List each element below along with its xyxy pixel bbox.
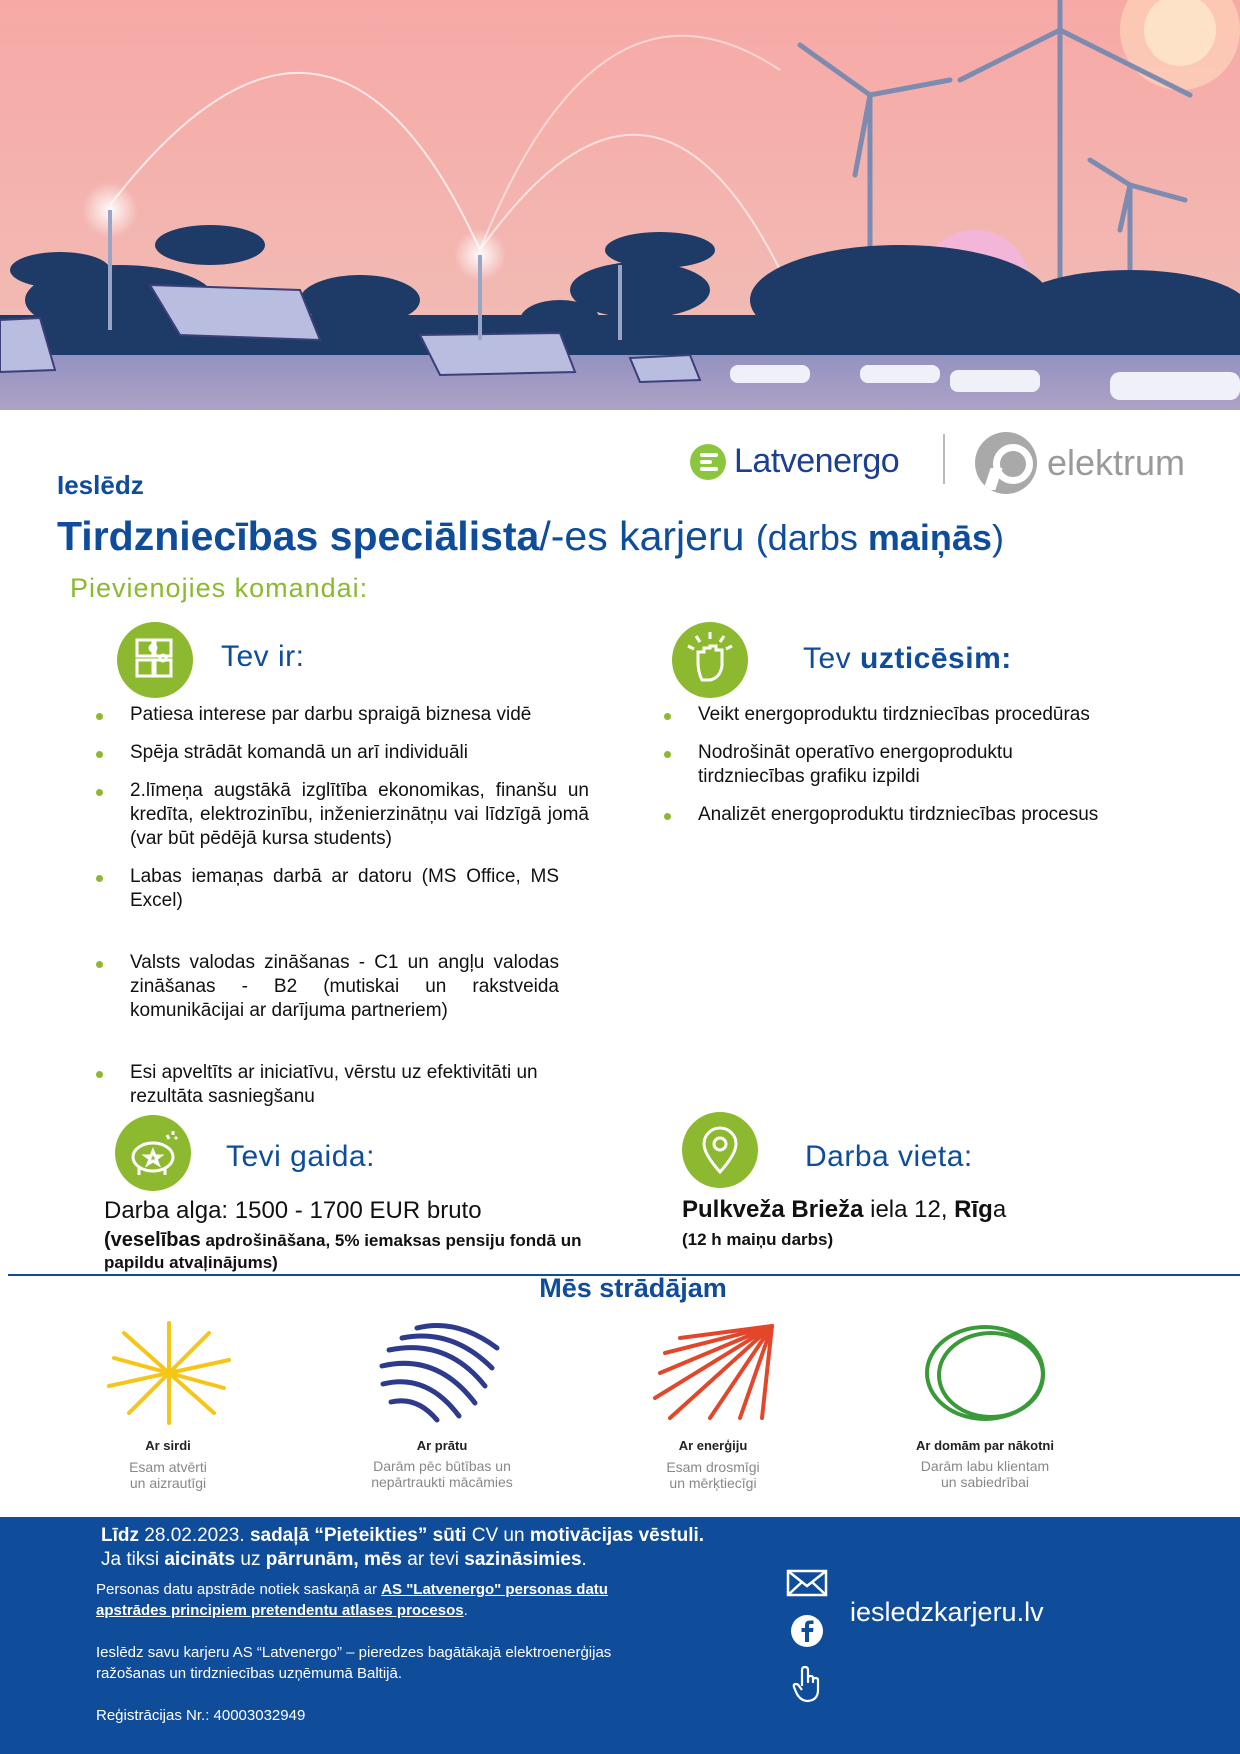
gdpr-notice: Personas datu apstrāde notiek saskaņā ar AS "Latvenergo" personas datu apstrādes principiem pretendentu atlases procesos. [96,1581,608,1619]
sun-burst-graphic [104,1318,234,1428]
value-sub: Esam atvērti un aizrautīgi [129,1459,207,1491]
elektrum-logo [975,432,1185,494]
value-sub: Darām pēc būtības un nepārtraukti mācāmies [371,1458,513,1490]
salary-text: Darba alga: 1500 - 1700 EUR bruto [104,1197,482,1224]
gdpr-link[interactable]: AS "Latvenergo" personas datu apstrādes principiem pretendentu atlases procesos [96,1581,608,1619]
brand-logos [690,428,1210,498]
value-head: Ar enerģiju [678,1438,748,1453]
value-head: Ar sirdi [145,1438,191,1453]
responsibilities-list [662,703,1162,827]
waves-graphic [377,1318,507,1428]
website-link[interactable]: iesledzkarjeru.lv [850,1597,1044,1627]
contact-icons [786,1568,830,1720]
work-address: Pulkveža Brieža iela 12, Rīga [682,1196,1007,1223]
raised-fist-icon [672,622,748,698]
list-item: Patiesa interese par darbu spraigā biznesa vidē [94,703,589,727]
piggy-bank-icon [115,1115,191,1191]
facebook-icon[interactable] [790,1614,824,1648]
rings-graphic [923,1318,1053,1428]
list-item: Valsts valodas zināšanas - C1 un angļu valodas zināšanas - B2 (mutiskai un rakstveida komunikācijai ar darījuma partneriem) [94,951,559,1023]
list-item: Nodrošināt operatīvo energoproduktu tirdzniecības grafiku izpildi [662,741,1052,789]
deadline-text: Līdz 28.02.2023. sadaļā “Pieteikties” sūti CV un motivācijas vēstuli. [101,1525,705,1546]
page-title: Tirdzniecības speciālista/-es karjeru (darbs maiņās) [57,513,1004,559]
contact-text: Ja tiksi aicināts uz pārrunām, mēs ar tevi sazināsimies. [101,1549,587,1570]
section-title-darba-vieta: Darba vieta: [805,1140,973,1173]
puzzle-icon [117,622,193,698]
list-item: Labas iemaņas darbā ar datoru (MS Office, MS Excel) [94,865,559,913]
section-title-tev-ir: Tev ir: [221,640,305,673]
benefits-text: (veselības apdrošināšana, 5% iemaksas pensiju fondā un papildu atvaļinājums) [104,1229,582,1272]
values-title: Mēs strādājam [539,1273,727,1303]
page-subtitle: Pievienojies komandai: [70,573,369,603]
list-item: 2.līmeņa augstākā izglītība ekonomikas, finanšu un kredīta, elektrozinību, inženierzinātņu vai līdzīgā jomā (var būt pēdējā kursa students) [94,779,589,851]
hero-illustration [0,0,1240,430]
section-title-tevi-gaida: Tevi gaida: [226,1140,375,1173]
section-title-tev-uzticesim: Tev uzticēsim: [803,642,1012,675]
list-item: Veikt energoproduktu tirdzniecības procedūras [662,703,1162,727]
requirements-list [94,703,589,1109]
rays-graphic [650,1318,780,1428]
pointer-hand-icon[interactable] [790,1664,824,1704]
elektrum-wordmark: elektrum [1047,442,1186,483]
list-item: Spēja strādāt komandā un arī individuāli [94,741,589,765]
latvenergo-wordmark: Latvenergo [734,442,900,480]
value-head: Ar domām par nākotni [916,1438,1054,1453]
value-head: Ar prātu [416,1438,468,1453]
list-item: Analizēt energoproduktu tirdzniecības procesus [662,803,1162,827]
latvenergo-logo [690,442,899,481]
footer [0,1517,1240,1754]
elektrum-mark-icon [975,432,1037,494]
latvenergo-mark-icon [690,444,726,480]
shift-note: (12 h maiņu darbs) [682,1230,834,1249]
email-icon[interactable] [786,1568,828,1598]
company-about: Ieslēdz savu karjeru AS “Latvenergo” – pieredzes bagātākajā elektroenerģijas ražošanas un tirdzniecības uzņēmumā Baltijā. [96,1644,612,1682]
value-sub: Esam drosmīgi un mērķtiecīgi [666,1459,760,1491]
registration-number: Reģistrācijas Nr.: 40003032949 [96,1707,306,1724]
logo-separator [943,434,945,484]
list-item: Esi apveltīts ar iniciatīvu, vērstu uz efektivitāti un rezultāta sasniegšanu [94,1061,589,1109]
value-sub: Darām labu klientam un sabiedrībai [920,1458,1050,1490]
location-pin-icon [682,1112,758,1188]
kicker-label: Ieslēdz [57,470,144,500]
